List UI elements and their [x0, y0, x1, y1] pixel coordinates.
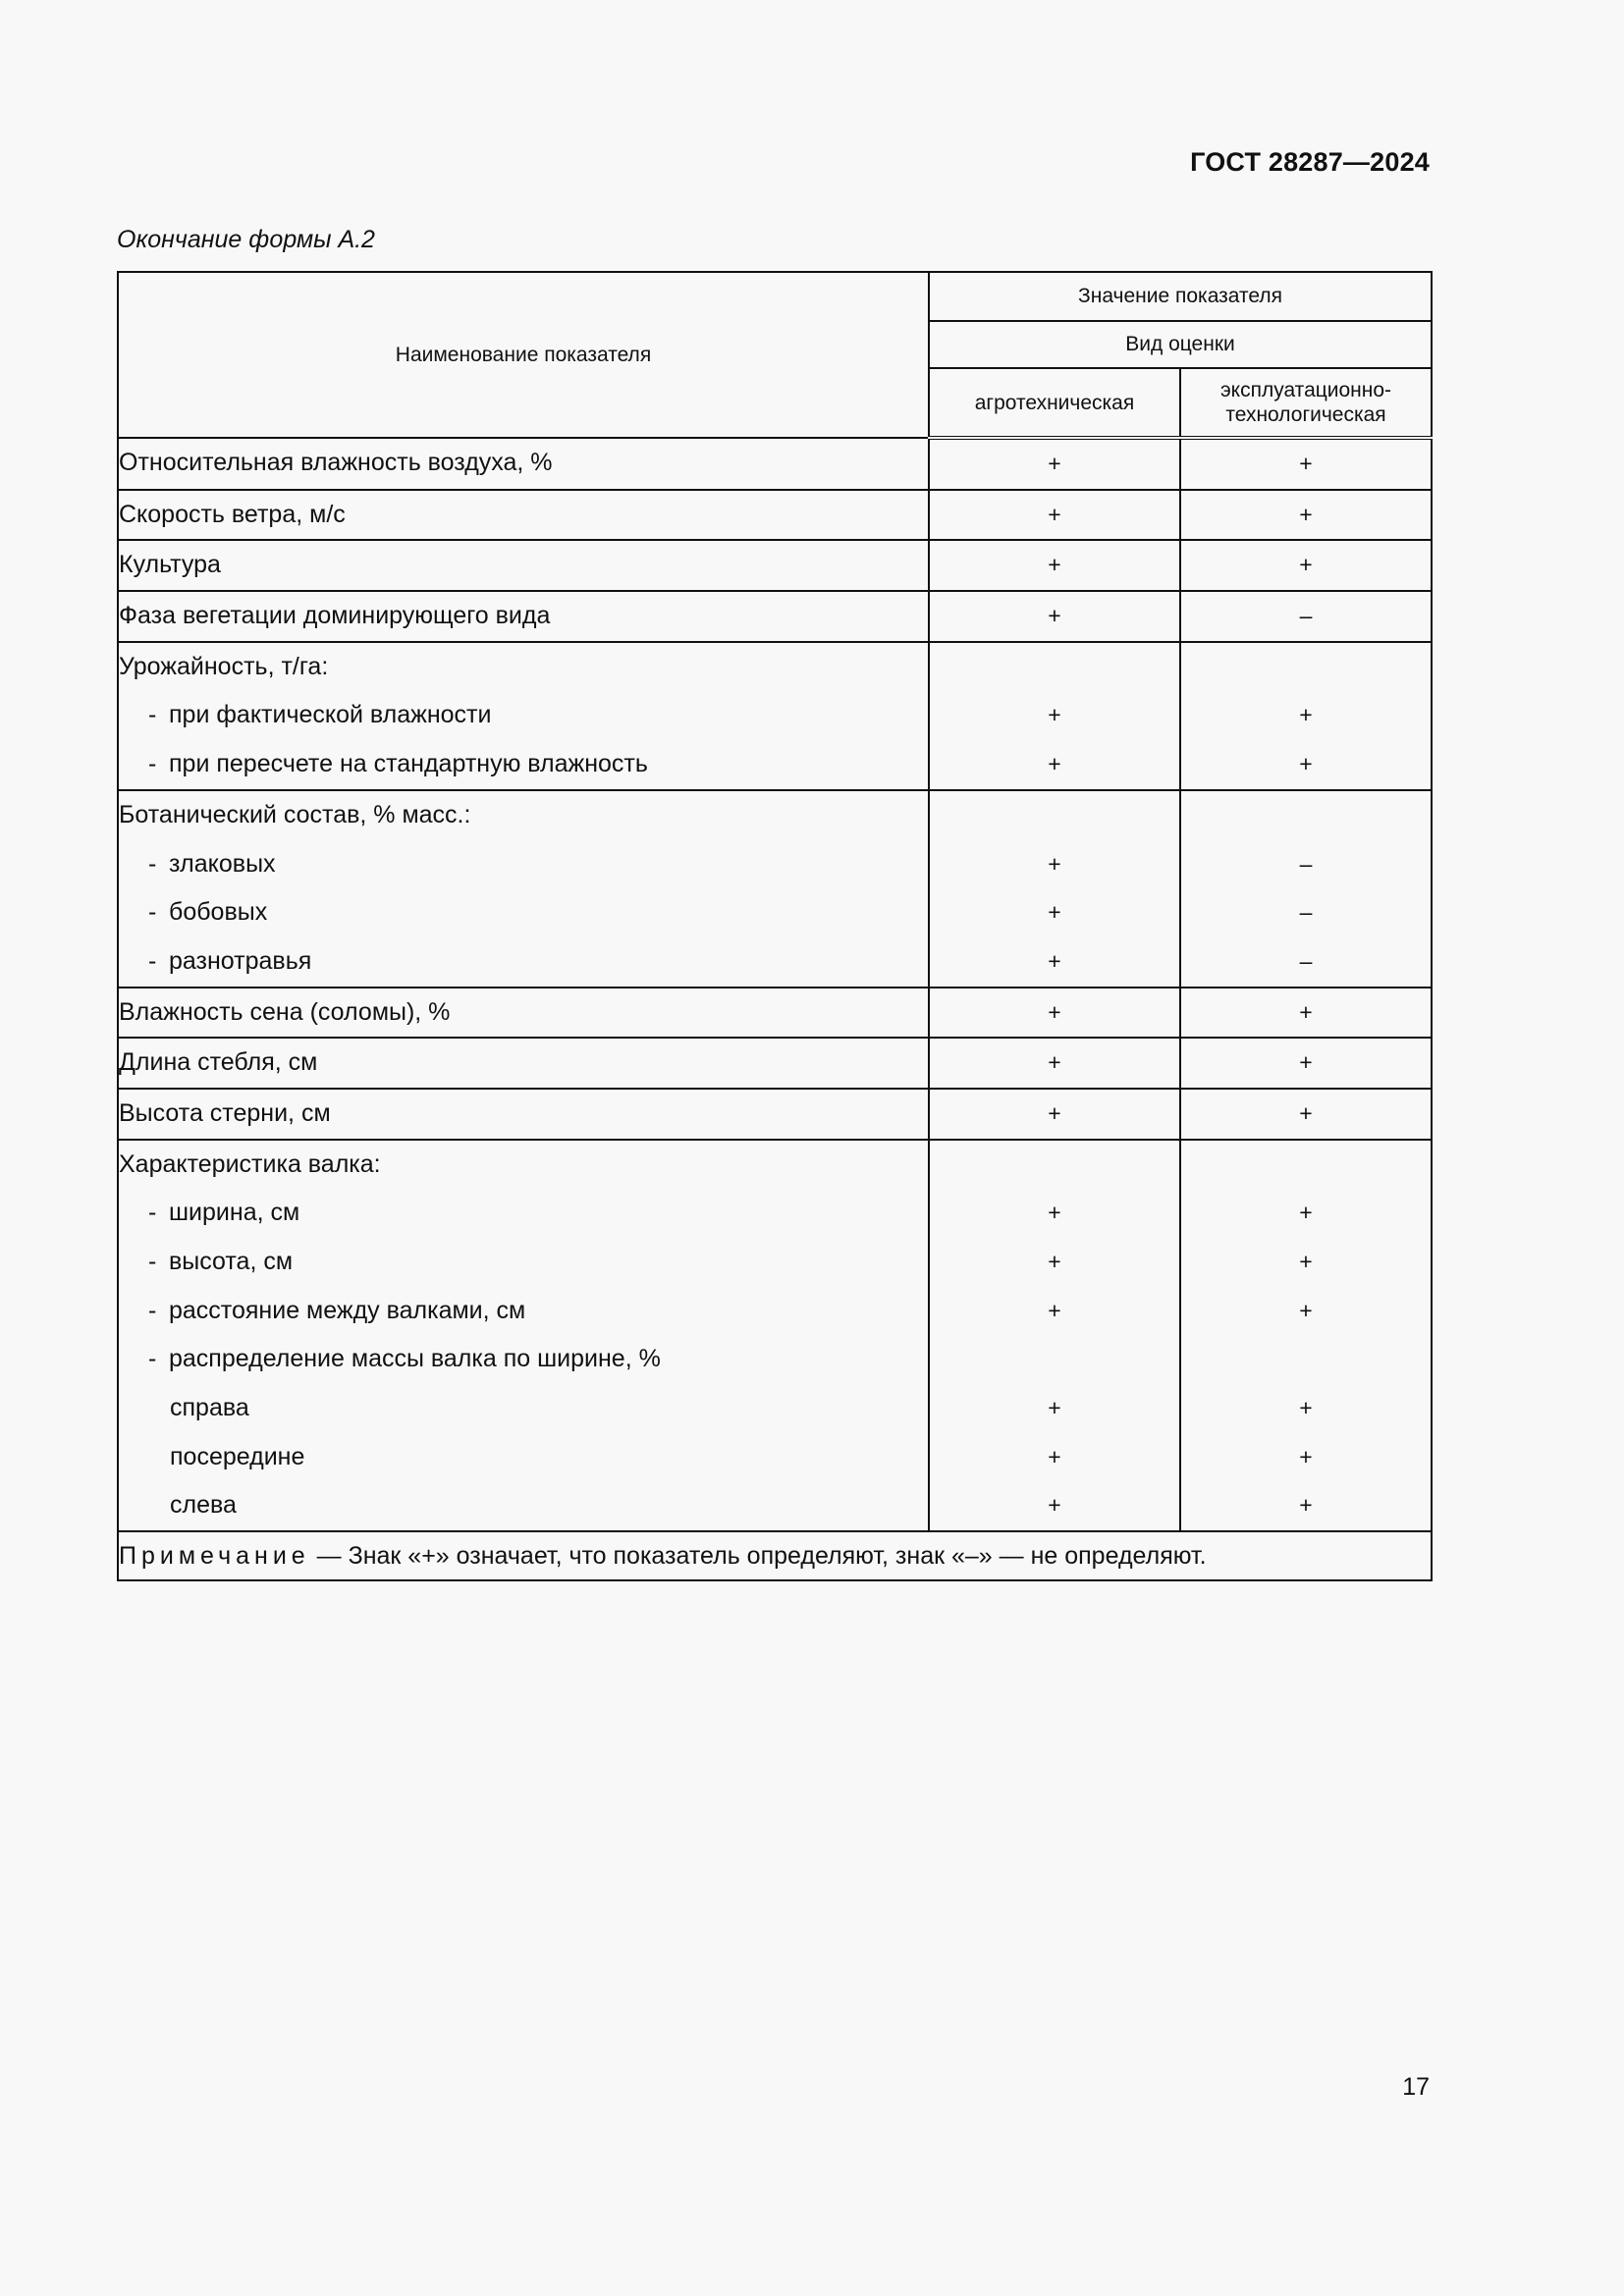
- agrotechnical-mark: +: [1048, 998, 1061, 1025]
- operational-mark: +: [1299, 1049, 1313, 1076]
- indicator-name-cell: [118, 490, 929, 541]
- agrotechnical-mark: +: [1048, 947, 1061, 974]
- indicator-line: [119, 1481, 928, 1530]
- header-indicator-name: Наименование показателя: [118, 272, 929, 438]
- indicator-line: [119, 988, 928, 1038]
- table-row: [118, 642, 1432, 790]
- header-value-group: Значение показателя: [929, 272, 1432, 321]
- operational-mark: [1181, 791, 1431, 840]
- indicator-name-cell: [118, 1140, 929, 1532]
- agrotechnical-mark: +: [1048, 899, 1061, 926]
- indicator-line: [119, 1090, 928, 1139]
- indicator-label: злаковых: [169, 849, 276, 878]
- indicator-name-cell: [118, 540, 929, 591]
- operational-mark: +: [1299, 451, 1313, 476]
- indicators-table: [117, 271, 1433, 1581]
- operational-mark: +: [1299, 501, 1313, 527]
- list-dash: -: [148, 849, 157, 878]
- indicator-label: при фактической влажности: [169, 701, 492, 729]
- indicator-line: [119, 1039, 928, 1088]
- table-row: [118, 1038, 1432, 1089]
- indicator-label: расстояние между валками, см: [169, 1296, 526, 1324]
- indicator-label: посередине: [170, 1442, 305, 1470]
- indicator-label: Высота стерни, см: [119, 1098, 331, 1127]
- indicator-line: [119, 643, 928, 692]
- table-row: [118, 490, 1432, 541]
- indicator-line: [119, 1384, 928, 1433]
- indicator-line: [119, 1433, 928, 1482]
- operational-mark: +: [1299, 751, 1313, 777]
- operational-mark: +: [1299, 552, 1313, 578]
- agrotechnical-mark: +: [1048, 1297, 1061, 1323]
- operational-cell: [1180, 1140, 1432, 1532]
- page-number: 17: [1402, 2073, 1430, 2101]
- indicator-name-cell: [118, 591, 929, 642]
- operational-cell: [1180, 540, 1432, 591]
- indicator-line: [119, 888, 928, 937]
- operational-mark: –: [1299, 899, 1313, 926]
- operational-cell: [1180, 642, 1432, 790]
- agrotechnical-mark: [930, 643, 1179, 692]
- list-dash: -: [148, 701, 157, 729]
- agrotechnical-cell: [929, 1089, 1180, 1140]
- operational-cell: [1180, 591, 1432, 642]
- operational-cell: [1180, 490, 1432, 541]
- indicator-label: Влажность сена (соломы), %: [119, 997, 451, 1026]
- agrotechnical-mark: +: [1048, 501, 1061, 527]
- agrotechnical-mark: +: [1048, 702, 1061, 728]
- list-dash: -: [148, 898, 157, 927]
- standard-number: ГОСТ 28287—2024: [1190, 147, 1430, 177]
- header-assessment-type: Вид оценки: [929, 321, 1432, 368]
- agrotechnical-mark: +: [1048, 1049, 1061, 1076]
- agrotechnical-mark: +: [1048, 1200, 1061, 1226]
- table-caption: Окончание формы А.2: [117, 226, 375, 253]
- indicator-label: Скорость ветра, м/с: [119, 500, 346, 528]
- indicator-name-cell: [118, 1038, 929, 1089]
- agrotechnical-cell: [929, 988, 1180, 1039]
- indicator-label: Длина стебля, см: [119, 1048, 318, 1077]
- agrotechnical-cell: [929, 490, 1180, 541]
- operational-mark: +: [1299, 998, 1313, 1025]
- table-row: [118, 438, 1432, 490]
- agrotechnical-cell: [929, 790, 1180, 988]
- operational-mark: +: [1299, 1443, 1313, 1469]
- indicator-line: [119, 791, 928, 840]
- note-label: Примечание: [119, 1541, 310, 1570]
- indicator-label: Урожайность, т/га:: [119, 652, 329, 680]
- indicator-label: Ботанический состав, % масс.:: [119, 800, 471, 828]
- operational-mark: [1181, 1335, 1431, 1384]
- indicator-line: [119, 541, 928, 590]
- indicator-line: [119, 592, 928, 641]
- header-agrotechnical: агротехническая: [929, 368, 1180, 438]
- operational-mark: +: [1299, 1099, 1313, 1126]
- agrotechnical-mark: +: [1048, 1395, 1061, 1421]
- table-note: [118, 1531, 1432, 1580]
- list-dash: -: [148, 946, 157, 975]
- indicator-label: ширина, см: [169, 1199, 300, 1227]
- operational-mark: [1181, 1141, 1431, 1190]
- indicator-name-cell: [118, 642, 929, 790]
- operational-mark: –: [1299, 947, 1313, 974]
- operational-cell: [1180, 988, 1432, 1039]
- indicator-line: [119, 937, 928, 987]
- agrotechnical-mark: +: [1048, 1443, 1061, 1469]
- agrotechnical-cell: [929, 642, 1180, 790]
- agrotechnical-mark: +: [1048, 603, 1061, 629]
- operational-mark: +: [1299, 1200, 1313, 1226]
- indicator-line: [119, 740, 928, 789]
- agrotechnical-cell: [929, 1140, 1180, 1532]
- indicator-label: слева: [170, 1491, 237, 1520]
- agrotechnical-mark: [930, 1141, 1179, 1190]
- indicator-line: [119, 1287, 928, 1336]
- table-row: [118, 540, 1432, 591]
- operational-cell: [1180, 438, 1432, 490]
- indicator-label: при пересчете на стандартную влажность: [169, 750, 648, 778]
- agrotechnical-mark: +: [1048, 751, 1061, 777]
- indicator-line: [119, 840, 928, 889]
- agrotechnical-mark: +: [1048, 1249, 1061, 1274]
- indicator-line: [119, 1141, 928, 1190]
- operational-mark: +: [1299, 1492, 1313, 1519]
- indicator-name-cell: [118, 790, 929, 988]
- list-dash: -: [148, 750, 157, 778]
- indicator-label: справа: [170, 1394, 249, 1422]
- agrotechnical-mark: +: [1048, 451, 1061, 476]
- indicator-label: высота, см: [169, 1248, 294, 1275]
- indicator-label: бобовых: [169, 898, 268, 927]
- indicator-line: [119, 1189, 928, 1238]
- agrotechnical-mark: +: [1048, 552, 1061, 578]
- indicator-name-cell: [118, 988, 929, 1039]
- operational-cell: [1180, 1038, 1432, 1089]
- agrotechnical-cell: [929, 591, 1180, 642]
- note-text: — Знак «+» означает, что показатель определяют, знак «–» — не определяют.: [309, 1541, 1207, 1570]
- indicator-label: распределение массы валка по ширине, %: [169, 1345, 661, 1373]
- table-row: [118, 988, 1432, 1039]
- list-dash: -: [148, 1345, 157, 1373]
- indicator-name-cell: [118, 438, 929, 490]
- list-dash: -: [148, 1248, 157, 1275]
- operational-mark: +: [1299, 1249, 1313, 1274]
- indicator-line: [119, 491, 928, 540]
- operational-cell: [1180, 790, 1432, 988]
- agrotechnical-mark: +: [1048, 1492, 1061, 1519]
- operational-mark: +: [1299, 1297, 1313, 1323]
- operational-mark: +: [1299, 702, 1313, 728]
- agrotechnical-cell: [929, 1038, 1180, 1089]
- indicator-label: Культура: [119, 551, 221, 579]
- agrotechnical-mark: [930, 1335, 1179, 1384]
- indicator-label: Фаза вегетации доминирующего вида: [119, 602, 551, 630]
- operational-mark: –: [1299, 603, 1313, 629]
- table-row: [118, 1089, 1432, 1140]
- operational-mark: [1181, 643, 1431, 692]
- table-row: [118, 1140, 1432, 1532]
- indicator-label: Характеристика валка:: [119, 1149, 381, 1178]
- indicator-line: [119, 1238, 928, 1287]
- agrotechnical-mark: [930, 791, 1179, 840]
- indicator-name-cell: [118, 1089, 929, 1140]
- agrotechnical-cell: [929, 438, 1180, 490]
- header-operational: эксплуатационно- технологическая: [1180, 368, 1432, 438]
- table-row: [118, 591, 1432, 642]
- indicator-line: [119, 691, 928, 740]
- indicator-line: [119, 1335, 928, 1384]
- list-dash: -: [148, 1199, 157, 1227]
- list-dash: -: [148, 1296, 157, 1324]
- agrotechnical-mark: +: [1048, 1099, 1061, 1126]
- table-row: [118, 790, 1432, 988]
- indicator-line: [119, 439, 928, 488]
- operational-mark: +: [1299, 1395, 1313, 1421]
- agrotechnical-mark: +: [1048, 850, 1061, 877]
- operational-cell: [1180, 1089, 1432, 1140]
- indicator-label: Относительная влажность воздуха, %: [119, 449, 553, 476]
- indicator-label: разнотравья: [169, 946, 312, 975]
- operational-mark: –: [1299, 850, 1313, 877]
- agrotechnical-cell: [929, 540, 1180, 591]
